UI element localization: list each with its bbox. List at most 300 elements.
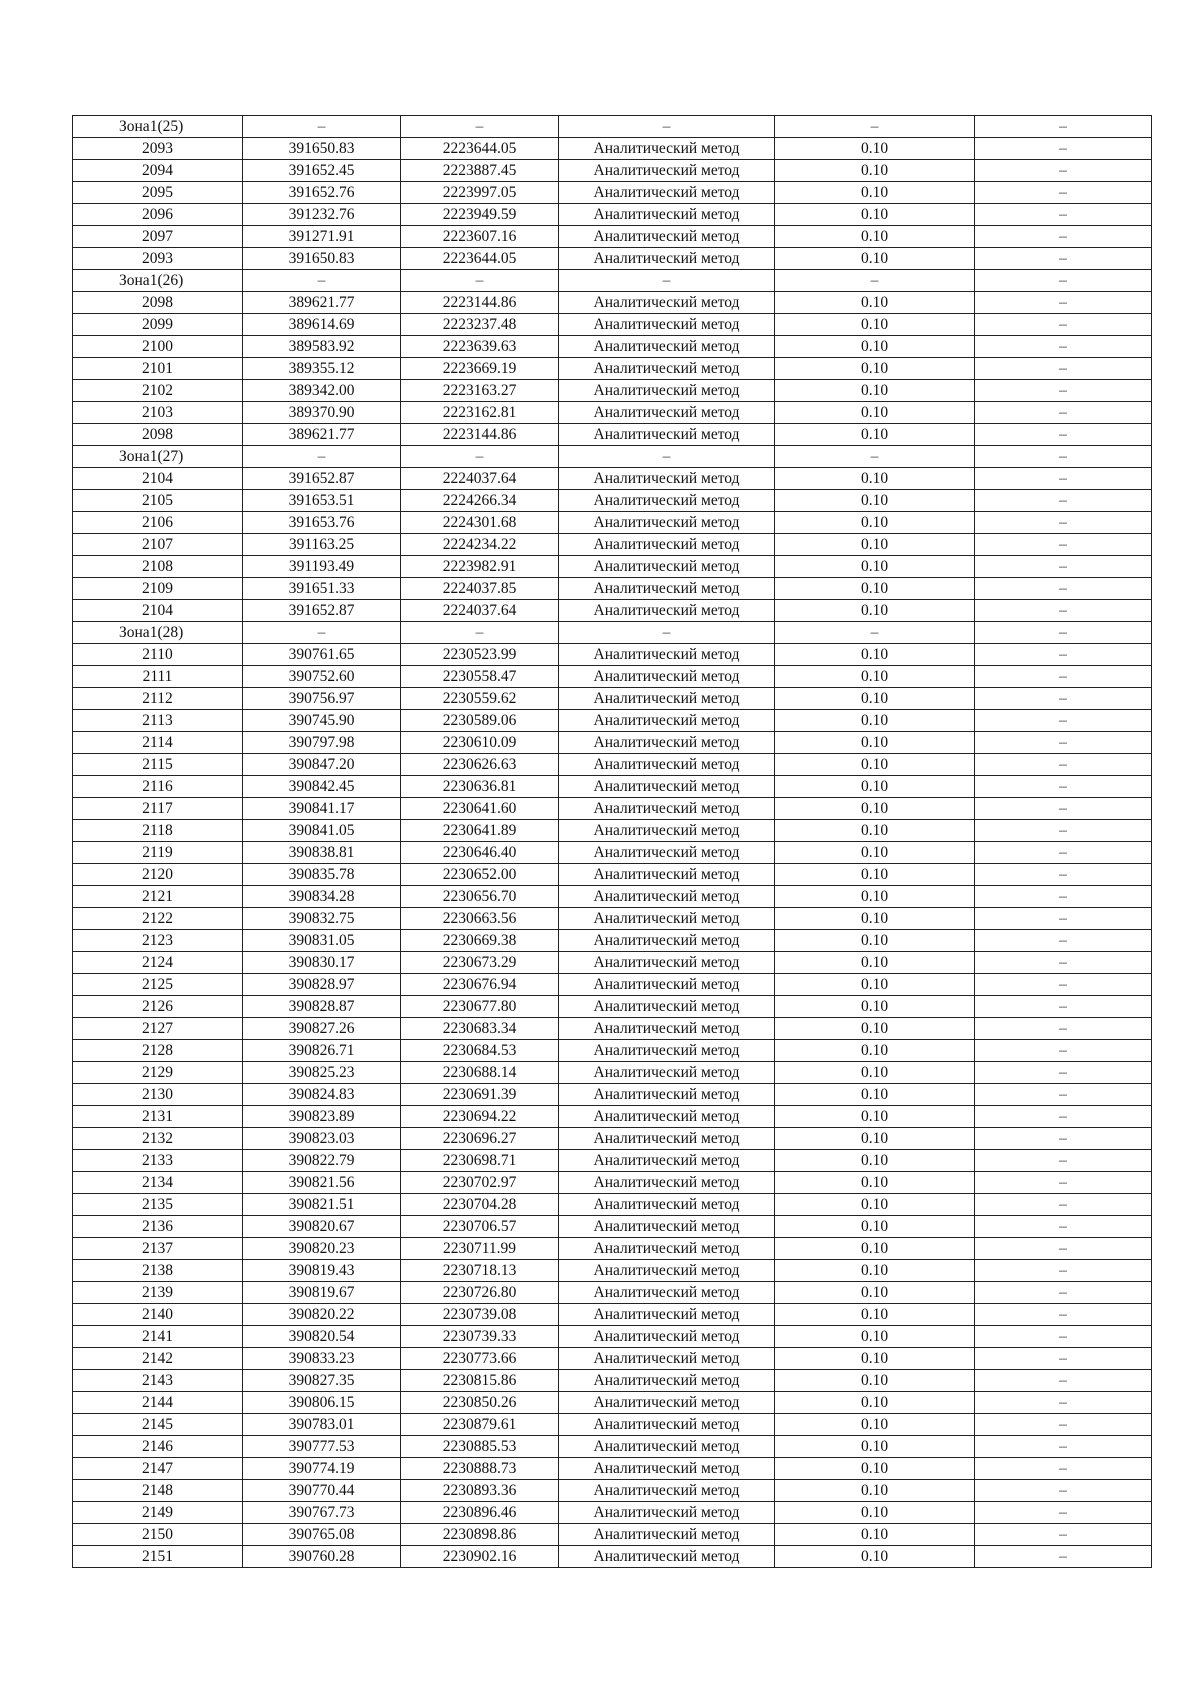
method-cell: Аналитический метод xyxy=(559,688,775,710)
method-cell: Аналитический метод xyxy=(559,402,775,424)
y-coordinate-cell: – xyxy=(401,446,559,468)
x-coordinate-cell: 391652.45 xyxy=(243,160,401,182)
x-coordinate-cell: 391650.83 xyxy=(243,138,401,160)
x-coordinate-cell: 390823.89 xyxy=(243,1106,401,1128)
precision-cell: 0.10 xyxy=(775,886,975,908)
y-coordinate-cell: 2230673.29 xyxy=(401,952,559,974)
point-number-cell: 2126 xyxy=(73,996,243,1018)
note-cell: – xyxy=(975,732,1152,754)
point-number-cell: 2112 xyxy=(73,688,243,710)
point-number-cell: 2132 xyxy=(73,1128,243,1150)
note-cell: – xyxy=(975,820,1152,842)
precision-cell: 0.10 xyxy=(775,1480,975,1502)
precision-cell: 0.10 xyxy=(775,644,975,666)
table-row xyxy=(73,292,1152,314)
y-coordinate-cell: 2230739.08 xyxy=(401,1304,559,1326)
y-coordinate-cell: 2230641.60 xyxy=(401,798,559,820)
method-cell: Аналитический метод xyxy=(559,1260,775,1282)
y-coordinate-cell: 2230850.26 xyxy=(401,1392,559,1414)
table-row xyxy=(73,908,1152,930)
precision-cell: 0.10 xyxy=(775,534,975,556)
point-number-cell: Зона1(27) xyxy=(73,446,243,468)
point-number-cell: 2105 xyxy=(73,490,243,512)
x-coordinate-cell: 390820.67 xyxy=(243,1216,401,1238)
x-coordinate-cell: 391651.33 xyxy=(243,578,401,600)
point-number-cell: 2141 xyxy=(73,1326,243,1348)
y-coordinate-cell: 2230641.89 xyxy=(401,820,559,842)
note-cell: – xyxy=(975,182,1152,204)
precision-cell: 0.10 xyxy=(775,842,975,864)
note-cell: – xyxy=(975,754,1152,776)
x-coordinate-cell: 391193.49 xyxy=(243,556,401,578)
method-cell: Аналитический метод xyxy=(559,908,775,930)
x-coordinate-cell: 390826.71 xyxy=(243,1040,401,1062)
precision-cell: 0.10 xyxy=(775,292,975,314)
method-cell: Аналитический метод xyxy=(559,1128,775,1150)
point-number-cell: 2101 xyxy=(73,358,243,380)
precision-cell: 0.10 xyxy=(775,424,975,446)
point-number-cell: 2135 xyxy=(73,1194,243,1216)
y-coordinate-cell: 2223982.91 xyxy=(401,556,559,578)
x-coordinate-cell: 391650.83 xyxy=(243,248,401,270)
table-row xyxy=(73,402,1152,424)
y-coordinate-cell: 2230683.34 xyxy=(401,1018,559,1040)
note-cell: – xyxy=(975,314,1152,336)
y-coordinate-cell: 2230652.00 xyxy=(401,864,559,886)
note-cell: – xyxy=(975,1128,1152,1150)
y-coordinate-cell: 2223997.05 xyxy=(401,182,559,204)
point-number-cell: 2122 xyxy=(73,908,243,930)
method-cell: Аналитический метод xyxy=(559,1370,775,1392)
x-coordinate-cell: 391653.51 xyxy=(243,490,401,512)
method-cell: Аналитический метод xyxy=(559,578,775,600)
table-row xyxy=(73,204,1152,226)
point-number-cell: 2129 xyxy=(73,1062,243,1084)
precision-cell: 0.10 xyxy=(775,182,975,204)
precision-cell: – xyxy=(775,446,975,468)
method-cell: Аналитический метод xyxy=(559,1040,775,1062)
note-cell: – xyxy=(975,292,1152,314)
precision-cell: 0.10 xyxy=(775,754,975,776)
precision-cell: 0.10 xyxy=(775,1018,975,1040)
y-coordinate-cell: 2223639.63 xyxy=(401,336,559,358)
x-coordinate-cell: 390806.15 xyxy=(243,1392,401,1414)
point-number-cell: 2095 xyxy=(73,182,243,204)
note-cell: – xyxy=(975,710,1152,732)
note-cell: – xyxy=(975,1414,1152,1436)
precision-cell: 0.10 xyxy=(775,1502,975,1524)
y-coordinate-cell: 2223237.48 xyxy=(401,314,559,336)
precision-cell: 0.10 xyxy=(775,600,975,622)
note-cell: – xyxy=(975,1436,1152,1458)
point-number-cell: Зона1(26) xyxy=(73,270,243,292)
note-cell: – xyxy=(975,996,1152,1018)
note-cell: – xyxy=(975,336,1152,358)
precision-cell: 0.10 xyxy=(775,776,975,798)
y-coordinate-cell: 2223162.81 xyxy=(401,402,559,424)
point-number-cell: 2123 xyxy=(73,930,243,952)
precision-cell: 0.10 xyxy=(775,1326,975,1348)
table-row xyxy=(73,666,1152,688)
note-cell: – xyxy=(975,1084,1152,1106)
method-cell: Аналитический метод xyxy=(559,1238,775,1260)
note-cell: – xyxy=(975,644,1152,666)
table-row xyxy=(73,820,1152,842)
point-number-cell: 2151 xyxy=(73,1546,243,1568)
precision-cell: 0.10 xyxy=(775,380,975,402)
table-row xyxy=(73,1106,1152,1128)
y-coordinate-cell: 2230626.63 xyxy=(401,754,559,776)
method-cell: Аналитический метод xyxy=(559,1524,775,1546)
y-coordinate-cell: 2230893.36 xyxy=(401,1480,559,1502)
note-cell: – xyxy=(975,798,1152,820)
precision-cell: – xyxy=(775,270,975,292)
zone-header-row xyxy=(73,270,1152,292)
table-row xyxy=(73,1260,1152,1282)
x-coordinate-cell: 389370.90 xyxy=(243,402,401,424)
table-row xyxy=(73,776,1152,798)
point-number-cell: 2104 xyxy=(73,600,243,622)
method-cell: Аналитический метод xyxy=(559,1084,775,1106)
method-cell: Аналитический метод xyxy=(559,842,775,864)
point-number-cell: Зона1(28) xyxy=(73,622,243,644)
method-cell: Аналитический метод xyxy=(559,1150,775,1172)
method-cell: Аналитический метод xyxy=(559,534,775,556)
point-number-cell: 2103 xyxy=(73,402,243,424)
x-coordinate-cell: 391163.25 xyxy=(243,534,401,556)
table-row xyxy=(73,248,1152,270)
precision-cell: 0.10 xyxy=(775,1524,975,1546)
x-coordinate-cell: 390819.43 xyxy=(243,1260,401,1282)
table-row xyxy=(73,600,1152,622)
note-cell: – xyxy=(975,226,1152,248)
note-cell: – xyxy=(975,688,1152,710)
method-cell: Аналитический метод xyxy=(559,336,775,358)
note-cell: – xyxy=(975,908,1152,930)
table-row xyxy=(73,996,1152,1018)
method-cell: Аналитический метод xyxy=(559,600,775,622)
note-cell: – xyxy=(975,468,1152,490)
point-number-cell: 2104 xyxy=(73,468,243,490)
table-row xyxy=(73,1062,1152,1084)
point-number-cell: 2098 xyxy=(73,292,243,314)
y-coordinate-cell: 2224037.85 xyxy=(401,578,559,600)
table-row xyxy=(73,1370,1152,1392)
table-row xyxy=(73,1128,1152,1150)
table-row xyxy=(73,182,1152,204)
note-cell: – xyxy=(975,116,1152,138)
x-coordinate-cell: 390842.45 xyxy=(243,776,401,798)
note-cell: – xyxy=(975,1062,1152,1084)
x-coordinate-cell: 390833.23 xyxy=(243,1348,401,1370)
y-coordinate-cell: 2230704.28 xyxy=(401,1194,559,1216)
point-number-cell: 2096 xyxy=(73,204,243,226)
table-row xyxy=(73,380,1152,402)
point-number-cell: 2093 xyxy=(73,248,243,270)
method-cell: Аналитический метод xyxy=(559,1348,775,1370)
note-cell: – xyxy=(975,974,1152,996)
precision-cell: 0.10 xyxy=(775,160,975,182)
method-cell: Аналитический метод xyxy=(559,248,775,270)
method-cell: Аналитический метод xyxy=(559,732,775,754)
x-coordinate-cell: 390841.05 xyxy=(243,820,401,842)
x-coordinate-cell: 390835.78 xyxy=(243,864,401,886)
point-number-cell: 2100 xyxy=(73,336,243,358)
precision-cell: 0.10 xyxy=(775,1106,975,1128)
table-row xyxy=(73,1524,1152,1546)
point-number-cell: 2119 xyxy=(73,842,243,864)
y-coordinate-cell: 2230688.14 xyxy=(401,1062,559,1084)
point-number-cell: 2142 xyxy=(73,1348,243,1370)
table-row xyxy=(73,1150,1152,1172)
note-cell: – xyxy=(975,270,1152,292)
x-coordinate-cell: 390783.01 xyxy=(243,1414,401,1436)
y-coordinate-cell: 2230558.47 xyxy=(401,666,559,688)
x-coordinate-cell: 389583.92 xyxy=(243,336,401,358)
method-cell: Аналитический метод xyxy=(559,424,775,446)
precision-cell: 0.10 xyxy=(775,688,975,710)
point-number-cell: 2143 xyxy=(73,1370,243,1392)
method-cell: Аналитический метод xyxy=(559,952,775,974)
y-coordinate-cell: – xyxy=(401,270,559,292)
table-row xyxy=(73,1282,1152,1304)
x-coordinate-cell: 390767.73 xyxy=(243,1502,401,1524)
note-cell: – xyxy=(975,402,1152,424)
note-cell: – xyxy=(975,138,1152,160)
table-row xyxy=(73,468,1152,490)
x-coordinate-cell: 390838.81 xyxy=(243,842,401,864)
table-row xyxy=(73,160,1152,182)
precision-cell: 0.10 xyxy=(775,336,975,358)
precision-cell: 0.10 xyxy=(775,996,975,1018)
note-cell: – xyxy=(975,1326,1152,1348)
point-number-cell: 2102 xyxy=(73,380,243,402)
y-coordinate-cell: 2223144.86 xyxy=(401,292,559,314)
precision-cell: 0.10 xyxy=(775,1172,975,1194)
note-cell: – xyxy=(975,1480,1152,1502)
x-coordinate-cell: 390760.28 xyxy=(243,1546,401,1568)
note-cell: – xyxy=(975,380,1152,402)
y-coordinate-cell: 2230726.80 xyxy=(401,1282,559,1304)
note-cell: – xyxy=(975,1150,1152,1172)
note-cell: – xyxy=(975,1458,1152,1480)
x-coordinate-cell: 390831.05 xyxy=(243,930,401,952)
precision-cell: 0.10 xyxy=(775,402,975,424)
precision-cell: 0.10 xyxy=(775,1238,975,1260)
method-cell: Аналитический метод xyxy=(559,1392,775,1414)
precision-cell: 0.10 xyxy=(775,578,975,600)
y-coordinate-cell: 2223669.19 xyxy=(401,358,559,380)
method-cell: Аналитический метод xyxy=(559,380,775,402)
precision-cell: 0.10 xyxy=(775,1194,975,1216)
method-cell: Аналитический метод xyxy=(559,160,775,182)
point-number-cell: 2136 xyxy=(73,1216,243,1238)
note-cell: – xyxy=(975,1370,1152,1392)
table-row xyxy=(73,710,1152,732)
point-number-cell: 2113 xyxy=(73,710,243,732)
x-coordinate-cell: 390821.56 xyxy=(243,1172,401,1194)
y-coordinate-cell: 2230677.80 xyxy=(401,996,559,1018)
method-cell: Аналитический метод xyxy=(559,1414,775,1436)
point-number-cell: 2130 xyxy=(73,1084,243,1106)
point-number-cell: 2120 xyxy=(73,864,243,886)
x-coordinate-cell: 390761.65 xyxy=(243,644,401,666)
note-cell: – xyxy=(975,864,1152,886)
y-coordinate-cell: 2230902.16 xyxy=(401,1546,559,1568)
table-row xyxy=(73,1414,1152,1436)
x-coordinate-cell: 390824.83 xyxy=(243,1084,401,1106)
note-cell: – xyxy=(975,578,1152,600)
point-number-cell: 2098 xyxy=(73,424,243,446)
precision-cell: 0.10 xyxy=(775,1392,975,1414)
note-cell: – xyxy=(975,622,1152,644)
point-number-cell: 2124 xyxy=(73,952,243,974)
point-number-cell: 2144 xyxy=(73,1392,243,1414)
point-number-cell: 2147 xyxy=(73,1458,243,1480)
x-coordinate-cell: 390828.87 xyxy=(243,996,401,1018)
table-row xyxy=(73,314,1152,336)
table-row xyxy=(73,138,1152,160)
method-cell: Аналитический метод xyxy=(559,798,775,820)
method-cell: – xyxy=(559,270,775,292)
table-row xyxy=(73,952,1152,974)
x-coordinate-cell: – xyxy=(243,622,401,644)
note-cell: – xyxy=(975,1524,1152,1546)
table-row xyxy=(73,336,1152,358)
method-cell: Аналитический метод xyxy=(559,776,775,798)
y-coordinate-cell: 2230694.22 xyxy=(401,1106,559,1128)
method-cell: Аналитический метод xyxy=(559,314,775,336)
x-coordinate-cell: 390765.08 xyxy=(243,1524,401,1546)
x-coordinate-cell: 390820.54 xyxy=(243,1326,401,1348)
x-coordinate-cell: 389614.69 xyxy=(243,314,401,336)
method-cell: Аналитический метод xyxy=(559,226,775,248)
x-coordinate-cell: – xyxy=(243,446,401,468)
point-number-cell: 2127 xyxy=(73,1018,243,1040)
method-cell: Аналитический метод xyxy=(559,644,775,666)
x-coordinate-cell: 391652.76 xyxy=(243,182,401,204)
point-number-cell: 2140 xyxy=(73,1304,243,1326)
precision-cell: 0.10 xyxy=(775,908,975,930)
table-row xyxy=(73,490,1152,512)
y-coordinate-cell: 2224301.68 xyxy=(401,512,559,534)
zone-header-row xyxy=(73,116,1152,138)
precision-cell: 0.10 xyxy=(775,1216,975,1238)
table-row xyxy=(73,842,1152,864)
y-coordinate-cell: 2230523.99 xyxy=(401,644,559,666)
note-cell: – xyxy=(975,1172,1152,1194)
point-number-cell: 2149 xyxy=(73,1502,243,1524)
x-coordinate-cell: 390820.23 xyxy=(243,1238,401,1260)
x-coordinate-cell: 390752.60 xyxy=(243,666,401,688)
table-row xyxy=(73,556,1152,578)
point-number-cell: 2114 xyxy=(73,732,243,754)
method-cell: Аналитический метод xyxy=(559,1546,775,1568)
x-coordinate-cell: 390777.53 xyxy=(243,1436,401,1458)
method-cell: Аналитический метод xyxy=(559,1194,775,1216)
table-row xyxy=(73,1238,1152,1260)
document-page xyxy=(72,115,1151,1568)
y-coordinate-cell: 2230815.86 xyxy=(401,1370,559,1392)
table-row xyxy=(73,1194,1152,1216)
precision-cell: 0.10 xyxy=(775,1370,975,1392)
table-row xyxy=(73,1348,1152,1370)
y-coordinate-cell: 2230636.81 xyxy=(401,776,559,798)
point-number-cell: 2134 xyxy=(73,1172,243,1194)
note-cell: – xyxy=(975,446,1152,468)
method-cell: Аналитический метод xyxy=(559,182,775,204)
precision-cell: 0.10 xyxy=(775,798,975,820)
table-row xyxy=(73,358,1152,380)
table-row xyxy=(73,1546,1152,1568)
y-coordinate-cell: 2230702.97 xyxy=(401,1172,559,1194)
x-coordinate-cell: 391652.87 xyxy=(243,600,401,622)
x-coordinate-cell: 390830.17 xyxy=(243,952,401,974)
point-number-cell: 2117 xyxy=(73,798,243,820)
method-cell: Аналитический метод xyxy=(559,1062,775,1084)
x-coordinate-cell: 390822.79 xyxy=(243,1150,401,1172)
table-row xyxy=(73,1502,1152,1524)
y-coordinate-cell: 2230559.62 xyxy=(401,688,559,710)
method-cell: Аналитический метод xyxy=(559,138,775,160)
method-cell: Аналитический метод xyxy=(559,1480,775,1502)
table-row xyxy=(73,578,1152,600)
note-cell: – xyxy=(975,1304,1152,1326)
note-cell: – xyxy=(975,842,1152,864)
table-row xyxy=(73,1458,1152,1480)
point-number-cell: 2146 xyxy=(73,1436,243,1458)
y-coordinate-cell: 2230898.86 xyxy=(401,1524,559,1546)
point-number-cell: 2139 xyxy=(73,1282,243,1304)
table-row xyxy=(73,930,1152,952)
y-coordinate-cell: 2230610.09 xyxy=(401,732,559,754)
y-coordinate-cell: 2230888.73 xyxy=(401,1458,559,1480)
x-coordinate-cell: – xyxy=(243,116,401,138)
table-row xyxy=(73,226,1152,248)
note-cell: – xyxy=(975,930,1152,952)
note-cell: – xyxy=(975,556,1152,578)
x-coordinate-cell: 390756.97 xyxy=(243,688,401,710)
x-coordinate-cell: 390832.75 xyxy=(243,908,401,930)
y-coordinate-cell: 2224037.64 xyxy=(401,600,559,622)
method-cell: Аналитический метод xyxy=(559,996,775,1018)
y-coordinate-cell: 2230718.13 xyxy=(401,1260,559,1282)
precision-cell: 0.10 xyxy=(775,226,975,248)
coordinates-table-body xyxy=(73,116,1152,1568)
point-number-cell: 2118 xyxy=(73,820,243,842)
note-cell: – xyxy=(975,1106,1152,1128)
point-number-cell: 2121 xyxy=(73,886,243,908)
x-coordinate-cell: 390770.44 xyxy=(243,1480,401,1502)
precision-cell: 0.10 xyxy=(775,1414,975,1436)
method-cell: Аналитический метод xyxy=(559,1172,775,1194)
precision-cell: 0.10 xyxy=(775,1128,975,1150)
y-coordinate-cell: 2230698.71 xyxy=(401,1150,559,1172)
note-cell: – xyxy=(975,1216,1152,1238)
table-row xyxy=(73,512,1152,534)
point-number-cell: 2116 xyxy=(73,776,243,798)
point-number-cell: 2097 xyxy=(73,226,243,248)
note-cell: – xyxy=(975,666,1152,688)
zone-header-row xyxy=(73,446,1152,468)
y-coordinate-cell: 2224266.34 xyxy=(401,490,559,512)
method-cell: Аналитический метод xyxy=(559,512,775,534)
method-cell: – xyxy=(559,446,775,468)
table-row xyxy=(73,644,1152,666)
x-coordinate-cell: 391232.76 xyxy=(243,204,401,226)
x-coordinate-cell: 391653.76 xyxy=(243,512,401,534)
method-cell: Аналитический метод xyxy=(559,204,775,226)
